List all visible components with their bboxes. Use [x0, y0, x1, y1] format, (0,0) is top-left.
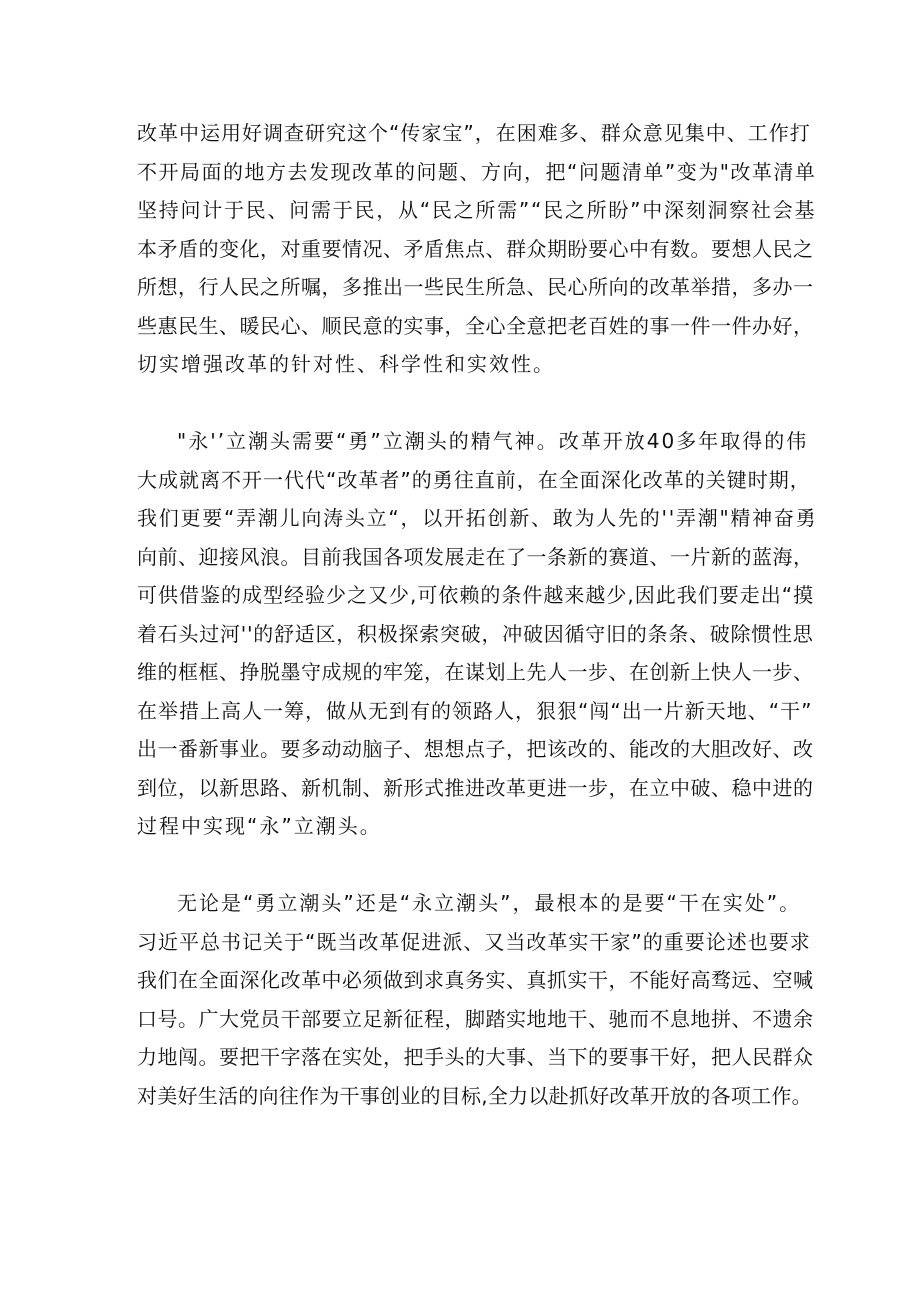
paragraph-2-line-8: 在举措上高人一筹，做从无到有的领路人，狠狠“闯“出一片新天地、“干”	[137, 699, 813, 723]
paragraph-3-line-4: 口号。广大党员干部要立足新征程，脚踏实地地干、驰而不息地拼、不遗余	[137, 1007, 814, 1031]
paragraph-2-line-2: 大成就离不开一代代“改革者”的勇往直前，在全面深化改革的关键时期，	[137, 468, 811, 492]
paragraph-1-line-2: 不开局面的地方去发现改革的问题、方向，把“问题清单”变为"改革清单	[137, 160, 817, 184]
paragraph-3-line-1: 无论是“勇立潮头”还是“永立潮头”，最根本的是要“干在实处”。	[177, 891, 802, 915]
paragraph-3-line-5: 力地闯。要把干字落在实处，把手头的大事、当下的要事干好，把人民群众	[137, 1045, 814, 1069]
paragraph-2-line-5: 可供借鉴的成型经验少之又少,可依赖的条件越来越少,因此我们要走出“摸	[137, 583, 815, 607]
paragraph-3-line-3: 我们在全面深化改革中必须做到求真务实、真抓实干，不能好高骛远、空喊	[137, 968, 814, 992]
paragraph-1-line-1: 改革中运用好调查研究这个“传家宝”，在困难多、群众意见集中、工作打	[137, 121, 811, 145]
paragraph-2-line-4: 向前、迎接风浪。目前我国各项发展走在了一条新的赛道、一片新的蓝海，	[137, 545, 814, 569]
paragraph-1-line-4: 本矛盾的变化，对重要情况、矛盾焦点、群众期盼要心中有数。要想人民之	[137, 237, 814, 261]
paragraph-1-line-3: 坚持问计于民、问需于民，从“民之所需”“民之所盼”中深刻洞察社会基	[137, 198, 817, 222]
paragraph-3-line-6: 对美好生活的向往作为干事创业的目标,全力以赴抓好改革开放的各项工作。	[137, 1084, 812, 1108]
paragraph-1-line-7: 切实增强改革的针对性、科学性和实效性。	[137, 352, 555, 376]
paragraph-1-line-6: 些惠民生、暖民心、顺民意的实事，全心全意把老百姓的事一件一件办好，	[137, 314, 814, 338]
paragraph-2-line-9: 出一番新事业。要多动动脑子、想想点子，把该改的、能改的大胆改好、改	[137, 737, 814, 761]
paragraph-2-line-1: "永'’立潮头需要“勇”立潮头的精气神。改革开放40多年取得的伟	[177, 429, 809, 453]
paragraph-2-line-10: 到位，以新思路、新机制、新形式推进改革更进一步，在立中破、稳中进的	[137, 776, 814, 800]
paragraph-1-line-5: 所想，行人民之所嘱，多推出一些民生所急、民心所向的改革举措，多办一	[137, 275, 814, 299]
paragraph-2-line-11: 过程中实现“永”立潮头。	[137, 814, 382, 838]
paragraph-2-line-6: 着石头过河''的舒适区，积极探索突破，冲破因循守旧的条条、破除惯性思	[137, 622, 814, 646]
paragraph-3-line-2: 习近平总书记关于“既当改革促进派、又当改革实干家”的重要论述也要求	[137, 930, 811, 954]
paragraph-2-line-7: 维的框框、挣脱墨守成规的牢笼，在谋划上先人一步、在创新上快人一步、	[137, 660, 814, 684]
paragraph-2-line-3: 我们更要“弄潮儿向涛头立“，以开拓创新、敢为人先的''弄潮"精神奋勇	[137, 506, 818, 530]
